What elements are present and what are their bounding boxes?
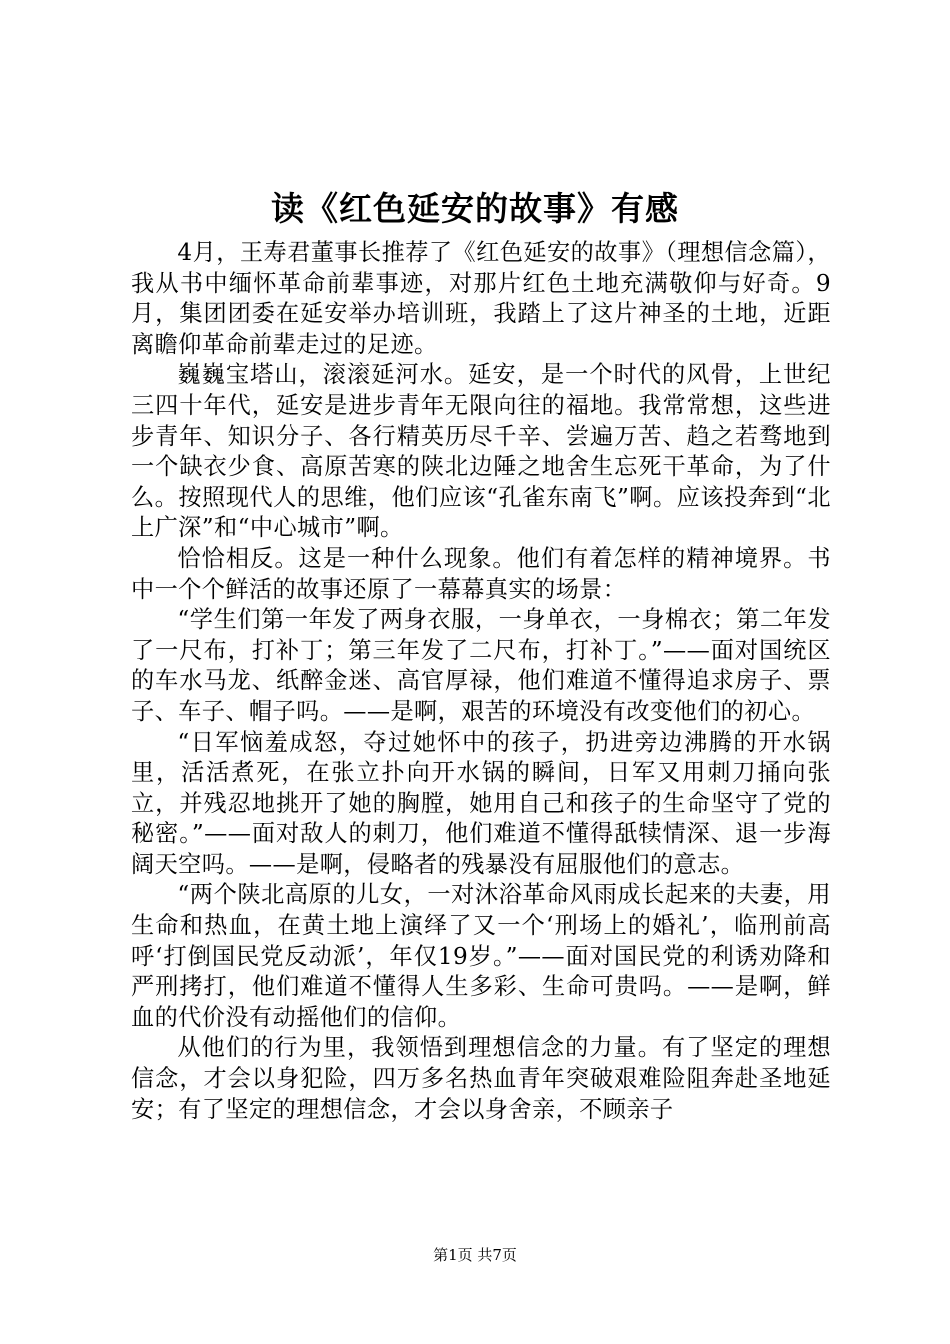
page-number-footer: 第1页 共7页 (433, 1246, 517, 1264)
paragraph: “学生们第一年发了两身衣服，一身单衣，一身棉衣；第二年发了一尺布，打补丁；第三年发了二尺布，打补丁。”——面对国统区的车水马龙、纸醉金迷、高官厚禄，他们难道不懂得追求房子、票子、车子、帽子吗。——是啊，艰苦的环境没有改变他们的初心。 (131, 606, 831, 725)
paragraph: 恰恰相反。这是一种什么现象。他们有着怎样的精神境界。书中一个个鲜活的故事还原了一幕幕真实的场景： (131, 544, 831, 603)
paragraph: 4月，王寿君董事长推荐了《红色延安的故事》（理想信念篇），我从书中缅怀革命前辈事迹，对那片红色土地充满敬仰与好奇。9月，集团团委在延安举办培训班，我踏上了这片神圣的土地，近距离瞻仰革命前辈走过的足迹。 (131, 239, 831, 358)
paragraph: 从他们的行为里，我领悟到理想信念的力量。有了坚定的理想信念，才会以身犯险，四万多名热血青年突破艰难险阻奔赴圣地延安；有了坚定的理想信念，才会以身舍亲，不顾亲子 (131, 1034, 831, 1123)
document-body (131, 238, 831, 1125)
paragraph: “两个陕北高原的儿女，一对沐浴革命风雨成长起来的夫妻，用生命和热血，在黄土地上演绎了又一个‘刑场上的婚礼’，临刑前高呼‘打倒国民党反动派’，年仅19岁。”——面对国民党的利诱劝降和严刑拷打，他们难道不懂得人生多彩、生命可贵吗。——是啊，鲜血的代价没有动摇他们的信仰。 (131, 881, 831, 1031)
document-title: 读《红色延安的故事》有感 (271, 189, 679, 228)
paragraph: “日军恼羞成怒，夺过她怀中的孩子，扔进旁边沸腾的开水锅里，活活煮死，在张立扑向开水锅的瞬间，日军又用刺刀捅向张立，并残忍地挑开了她的胸膛，她用自己和孩子的生命坚守了党的秘密。”——面对敌人的刺刀，他们难道不懂得舐犊情深、退一步海阔天空吗。——是啊，侵略者的残暴没有屈服他们的意志。 (131, 728, 831, 878)
paragraph: 巍巍宝塔山，滚滚延河水。延安，是一个时代的风骨，上世纪三四十年代，延安是进步青年无限向往的福地。我常常想，这些进步青年、知识分子、各行精英历尽千辛、尝遍万苦、趋之若骛地到一个缺衣少食、高原苦寒的陕北边陲之地舍生忘死干革命，为了什么。按照现代人的思维，他们应该“孔雀东南飞”啊。应该投奔到“北上广深”和“中心城市”啊。 (131, 361, 831, 542)
